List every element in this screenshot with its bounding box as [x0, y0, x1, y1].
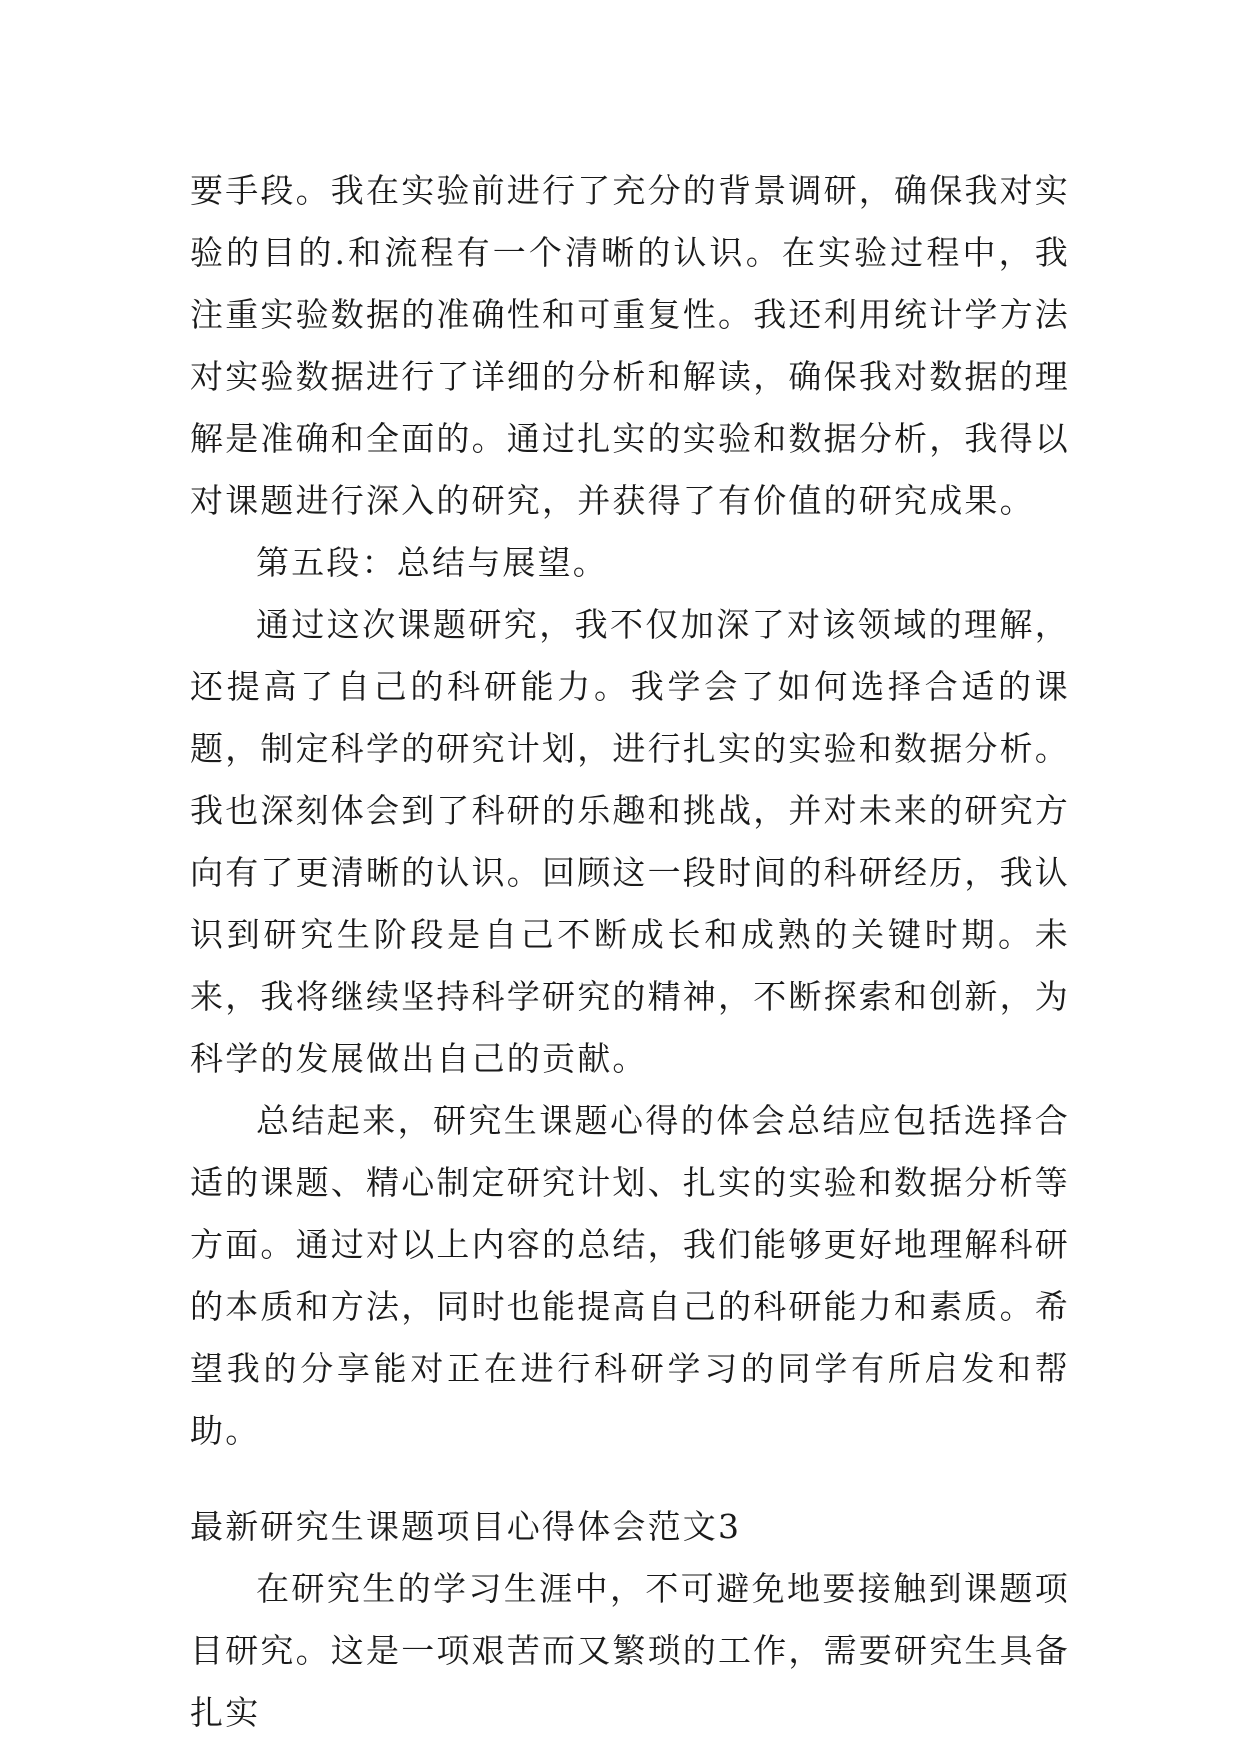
document-body: [190, 160, 1070, 1744]
essay-title: 最新研究生课题项目心得体会范文3: [190, 1507, 742, 1546]
paragraph-summary: 通过这次课题研究，我不仅加深了对该领域的理解，还提高了自己的科研能力。我学会了如何选择合适的课题，制定科学的研究计划，进行扎实的实验和数据分析。我也深刻体会到了科研的乐趣和挑战，并对未来的研究方向有了更清晰的认识。回顾这一段时间的科研经历，我认识到研究生阶段是自己不断成长和成熟的关键时期。未来，我将继续坚持科学研究的精神，不断探索和创新，为科学的发展做出自己的贡献。: [190, 605, 1070, 1078]
paragraph-intro: 在研究生的学习生涯中，不可避免地要接触到课题项目研究。这是一项艰苦而又繁琐的工作，需要研究生具备扎实: [190, 1569, 1070, 1732]
paragraph-conclusion: 总结起来，研究生课题心得的体会总结应包括选择合适的课题、精心制定研究计划、扎实的实验和数据分析等方面。通过对以上内容的总结，我们能够更好地理解科研的本质和方法，同时也能提高自己的科研能力和素质。希望我的分享能对正在进行科研学习的同学有所启发和帮助。: [190, 1101, 1070, 1450]
paragraph-continued: 要手段。我在实验前进行了充分的背景调研，确保我对实验的目的.和流程有一个清晰的认识。在实验过程中，我注重实验数据的准确性和可重复性。我还利用统计学方法对实验数据进行了详细的分析和解读，确保我对数据的理解是准确和全面的。通过扎实的实验和数据分析，我得以对课题进行深入的研究，并获得了有价值的研究成果。: [190, 171, 1070, 520]
section-five-heading: 第五段：总结与展望。: [256, 543, 608, 582]
